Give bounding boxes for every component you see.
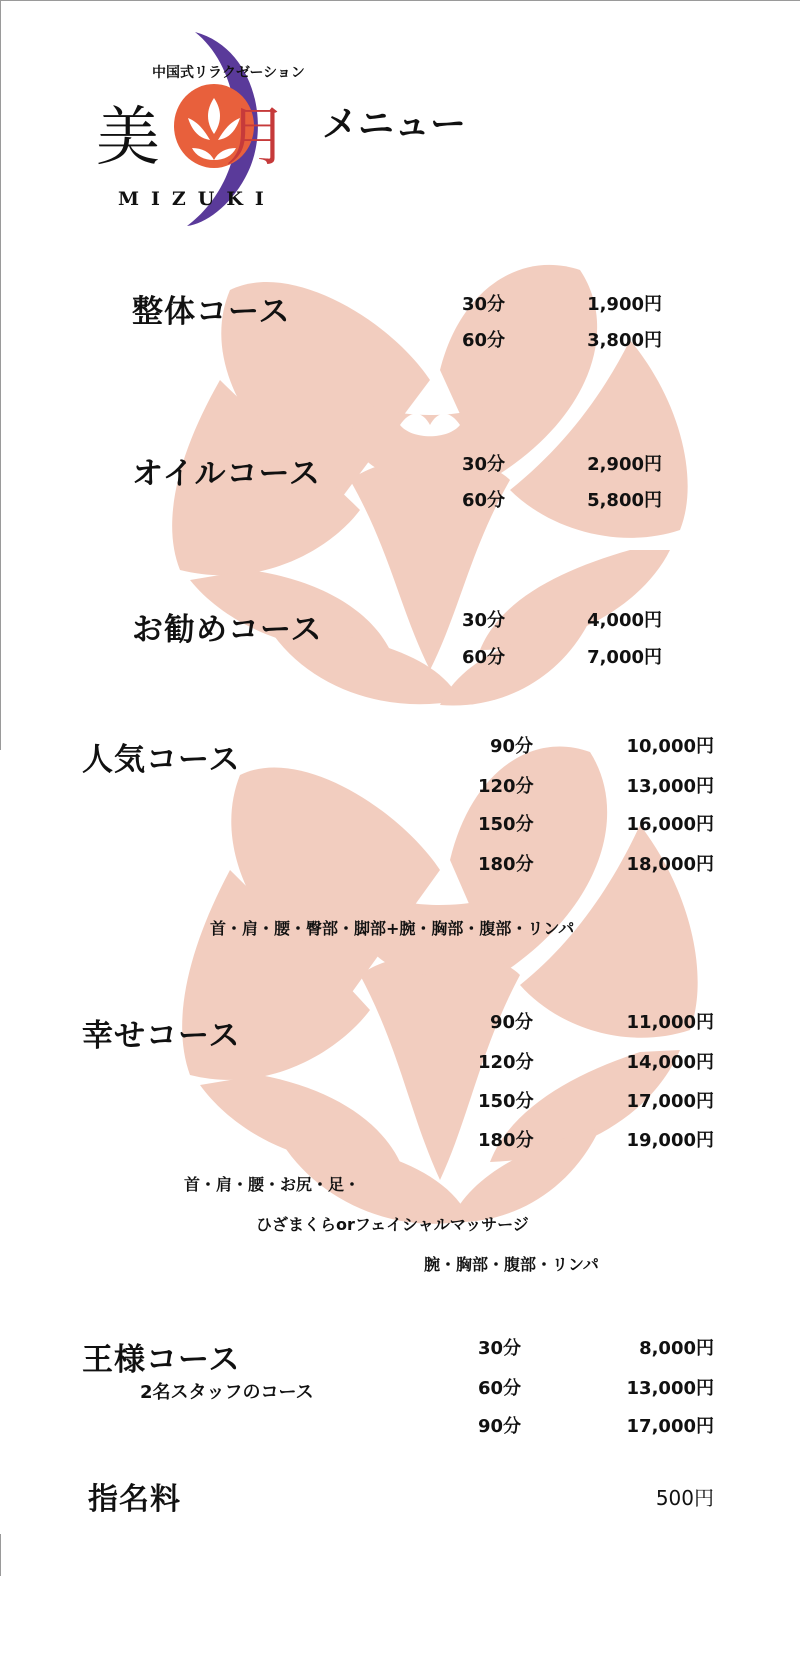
price: 18,000円 [626,854,714,875]
price: 11,000円 [626,1012,714,1033]
price: 10,000円 [626,736,714,757]
price: 17,000円 [626,1091,714,1112]
duration: 60分 [462,330,506,351]
price: 13,000円 [626,1378,714,1399]
duration: 30分 [462,610,506,631]
page-title: メニュー [322,104,467,145]
logo-subtitle: 中国式リラクゼーション [152,65,305,81]
left-border-lower [0,1534,1,1576]
course-title-osusume: お勧めコース [132,612,323,648]
course-note: 腕・胸部・腹部・リンパ [424,1255,599,1274]
duration: 180分 [478,1130,534,1151]
duration: 30分 [462,454,506,475]
course-note: 首・肩・腰・お尻・足・ [184,1175,361,1194]
course-title-ousama: 王様コース [82,1342,241,1378]
duration: 150分 [478,1091,534,1112]
price: 16,000円 [626,814,714,835]
price: 3,800円 [587,330,662,351]
course-title-shiawase: 幸せコース [82,1018,241,1054]
duration: 60分 [462,647,506,668]
price: 1,900円 [587,294,662,315]
course-note: ひざまくらorフェイシャルマッサージ [256,1215,529,1234]
duration: 30分 [462,294,506,315]
price: 13,000円 [626,776,714,797]
price: 7,000円 [587,647,662,668]
duration: 120分 [478,776,534,797]
price: 14,000円 [626,1052,714,1073]
left-border-upper [0,0,1,750]
duration: 60分 [478,1378,522,1399]
course-note: 首・肩・腰・臀部・脚部+腕・胸部・腹部・リンパ [210,919,575,938]
price: 19,000円 [626,1130,714,1151]
duration: 180分 [478,854,534,875]
logo-kanji-tsuki: 月 [225,101,289,175]
course-subtitle: 2名スタッフのコース [140,1382,314,1403]
duration: 30分 [478,1338,522,1359]
duration: 60分 [462,490,506,511]
nomination-fee-label: 指名料 [88,1482,181,1517]
top-border [0,0,800,1]
course-title-ninki: 人気コース [82,742,241,778]
duration: 90分 [490,736,534,757]
duration: 120分 [478,1052,534,1073]
price: 8,000円 [639,1338,714,1359]
price: 17,000円 [626,1416,714,1437]
price: 4,000円 [587,610,662,631]
duration: 150分 [478,814,534,835]
nomination-fee-price: 500円 [655,1486,714,1510]
logo-roman: MIZUKI [118,188,276,210]
price: 5,800円 [587,490,662,511]
logo-kanji-mi: 美 [96,101,160,175]
course-title-seitai: 整体コース [132,294,291,330]
duration: 90分 [490,1012,534,1033]
price: 2,900円 [587,454,662,475]
duration: 90分 [478,1416,522,1437]
course-title-oil: オイルコース [132,456,321,492]
